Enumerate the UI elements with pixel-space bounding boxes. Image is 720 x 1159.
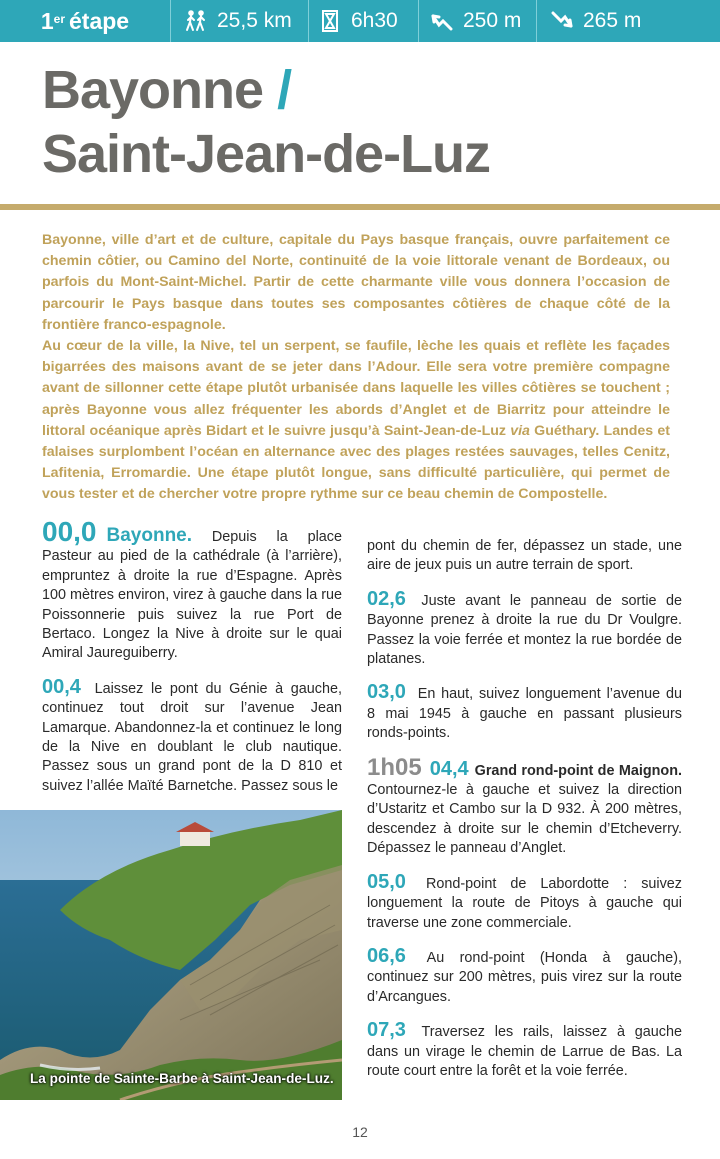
intro-p2-end: Guéthary. Landes et falaises surplombent l’océan en alternance avec des plages restées sauvages, telles Cenitz, Lafitenia, Erromardie. Une étape plutôt longue, sans difficulté particulière, qui permet de vous tester et de chercher votre propre rythme sur ce beau chemin de Compostelle. bbox=[42, 422, 671, 503]
step-text: Au rond-point (Honda à gauche), continuez sur 200 mètres, puis virez sur la route d’Arcangues. bbox=[367, 949, 682, 1005]
duration-segment bbox=[308, 0, 418, 42]
step-02-6 bbox=[367, 587, 682, 670]
step-03-0 bbox=[367, 683, 682, 743]
route-column-left bbox=[42, 516, 342, 810]
stage-ordinal: er bbox=[53, 12, 66, 26]
intro-paragraph-2 bbox=[42, 336, 670, 506]
step-km: 07,3 bbox=[367, 1019, 406, 1042]
title-line-1: Bayonne bbox=[42, 60, 264, 120]
step-text: Juste avant le panneau de sortie de Bayonne prenez à droite la rue du Dr Voulgre. Passez la voie ferrée et montez la rue bordée de platanes. bbox=[367, 592, 682, 668]
step-km: 06,6 bbox=[367, 944, 406, 967]
ascent-arrow-icon bbox=[431, 10, 453, 32]
distance-segment bbox=[170, 0, 308, 42]
title-slash: / bbox=[277, 60, 292, 120]
page-number: 12 bbox=[352, 1124, 368, 1140]
distance-value: 25,5 km bbox=[217, 9, 292, 32]
descent-segment bbox=[536, 0, 720, 42]
intro-paragraph-1: Bayonne, ville d’art et de culture, capitale du Pays basque français, ouvre parfaitement ce chemin côtier, ou Camino del Norte, continuité de la voie littorale venant de Bordeaux, ou parfois du Mont-Saint-Michel. Partir de cette charmante ville vous donnera l’occasion de parcourir le Pays basque dans toutes ses composantes côtières de chaque côté de la frontière franco-espagnole. bbox=[42, 232, 670, 333]
step-km: 03,0 bbox=[367, 681, 406, 704]
title-divider bbox=[0, 204, 720, 210]
hikers-icon bbox=[185, 10, 207, 32]
step-place: Bayonne. bbox=[106, 525, 193, 546]
step-text: Depuis la place Pasteur au pied de la cathédrale (à l’arrière), empruntez à droite la rue d’Espagne. Après 100 mètres environ, virez à gauche dans la rue Poissonnerie puis suivez la rue Port de Bertaco. Longez la Nive à droite sur le quai Amiral Jaureguiberry. bbox=[42, 529, 342, 662]
stage-label bbox=[0, 0, 170, 42]
step-continuation: pont du chemin de fer, dépassez un stade, une aire de jeux puis un autre terrain de sport. bbox=[367, 538, 682, 574]
step-km: 00,0 bbox=[42, 516, 97, 547]
stage-number: 1 bbox=[40, 7, 54, 34]
step-07-3 bbox=[367, 1021, 682, 1081]
stage-header-bar bbox=[0, 0, 720, 42]
intro-text bbox=[42, 230, 670, 506]
route-column-right bbox=[367, 537, 682, 1095]
step-00-0 bbox=[42, 516, 342, 664]
step-km: 00,4 bbox=[42, 675, 81, 698]
ascent-value: 250 m bbox=[463, 9, 522, 32]
duration-value: 6h30 bbox=[351, 9, 398, 32]
step-text: En haut, suivez longuement l’avenue du 8 mai 1945 à gauche en passant plusieurs ronds-points. bbox=[367, 686, 682, 742]
step-km: 04,4 bbox=[429, 757, 469, 780]
descent-arrow-icon bbox=[551, 10, 573, 32]
page-title bbox=[42, 58, 682, 186]
descent-value: 265 m bbox=[583, 9, 642, 32]
stage-word: étape bbox=[69, 7, 130, 34]
step-km: 05,0 bbox=[367, 870, 406, 893]
intro-p2-start: Au cœur de la ville, la Nive, tel un serpent, se faufile, lèche les quais et reflète les façades bigarrées des maisons avant de se jeter dans l’Adour. Elle sera votre première compagne avant de sillonner cette étape plutôt urbanisée dans laquelle les villes côtières se touchent ; après Bayonne vous allez fréquenter les abords d’Anglet et de Biarritz pour atteindre le littoral océanique après Bidart et le suivre jusqu’à Saint-Jean-de-Luz bbox=[42, 338, 670, 439]
step-06-6 bbox=[367, 944, 682, 1007]
hourglass-icon bbox=[319, 10, 341, 32]
step-text: Laissez le pont du Génie à gauche, continuez tout droit sur l’avenue Jean Lamarque. Abandonnez-la et continuez le long de la Nive en doublant le club nautique. Passez sous un grand pont de la D 810 et suivez l’allée Maïté Barnetche. Passez sous le bbox=[42, 680, 342, 794]
step-place: Grand rond-point de Maignon. bbox=[474, 762, 682, 779]
coastal-cliff-photo bbox=[0, 810, 342, 1100]
step-text: Contournez-le à gauche et suivez la direction d’Ustaritz et Cambo sur la D 932. À 200 mètres, descendez à droite sur le chemin d’Etcheverry. Dépassez le panneau d’Anglet. bbox=[367, 782, 682, 857]
step-text: Traversez les rails, laissez à gauche dans un virage le chemin de Larrue de Bas. La route court entre la forêt et la voie ferrée. bbox=[367, 1024, 682, 1079]
step-text: Rond-point de Labordotte : suivez longuement la route de Pitoys à gauche qui traverse une zone commerciale. bbox=[367, 875, 682, 931]
title-line-2: Saint-Jean-de-Luz bbox=[42, 124, 491, 184]
ascent-segment bbox=[418, 0, 536, 42]
step-time: 1h05 bbox=[367, 753, 422, 781]
step-km: 02,6 bbox=[367, 587, 406, 610]
step-00-4 bbox=[42, 675, 342, 796]
step-04-4 bbox=[367, 753, 682, 859]
photo-caption: La pointe de Sainte-Barbe à Saint-Jean-de-Luz. bbox=[30, 1071, 334, 1086]
intro-via: via bbox=[510, 422, 530, 439]
step-05-0 bbox=[367, 870, 682, 933]
